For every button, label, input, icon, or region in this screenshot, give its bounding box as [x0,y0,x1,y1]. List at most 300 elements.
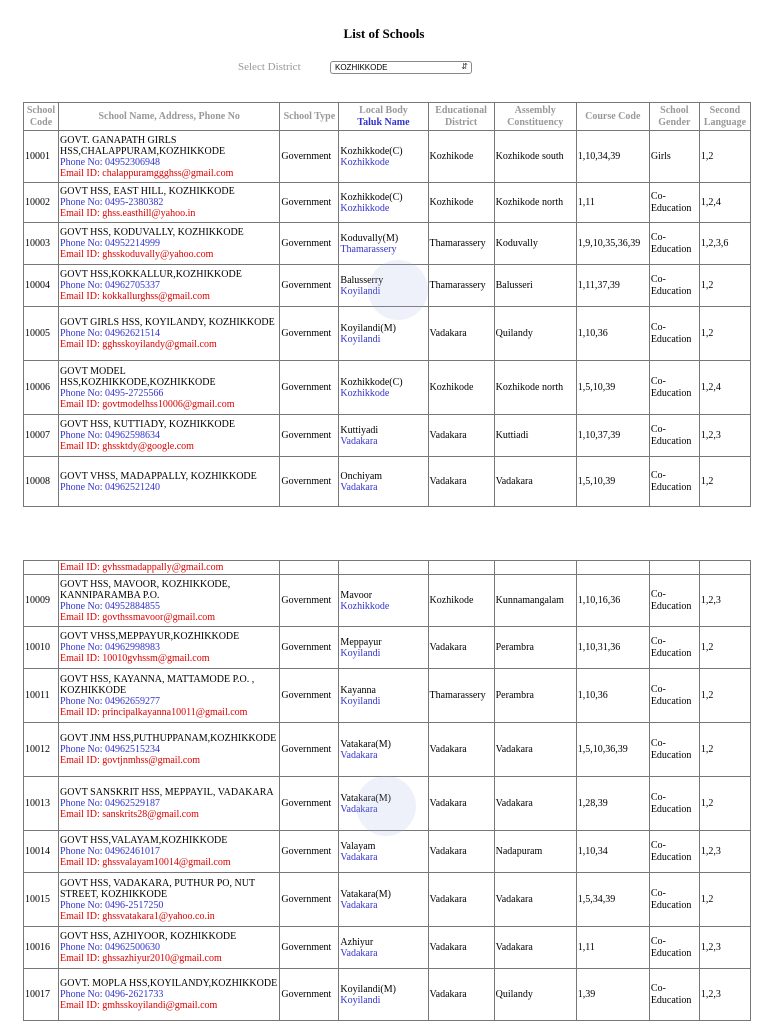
school-phone: Phone No: 04962461017 [60,846,161,857]
gender: Co-Education [650,321,692,345]
course-code-cell [576,575,649,627]
school-phone: Phone No: 0496-2621733 [60,989,164,1000]
second-language-cell [699,723,750,777]
school-type: Government [281,941,332,953]
school-code-cell [24,723,59,777]
second-language: 1,2 [700,150,714,162]
school-code-cell [24,575,59,627]
edu-district-cell [428,183,494,223]
school-type: Government [281,641,332,653]
empty-cell [339,561,428,575]
table-row [24,183,751,223]
second-language: 1,2 [700,743,714,755]
school-phone: Phone No: 04962529187 [60,798,161,809]
school-email: Email ID: sanskrits28@gmail.com [60,809,199,820]
edu-district-cell [428,457,494,507]
school-type: Government [281,429,332,441]
gender: Co-Education [650,737,692,761]
school-name-cell [59,131,280,183]
gender-cell [649,265,699,307]
gender: Co-Education [650,423,692,447]
select-district-label: Select District [238,61,301,73]
school-email: Email ID: gvhssmadappally@gmail.com [60,561,224,573]
school-phone: Phone No: 0496-2517250 [60,899,164,911]
table-row [24,723,751,777]
school-code: 10002 [25,196,50,208]
assembly-cell [494,265,576,307]
course-code: 1,5,10,36,39 [577,743,628,755]
course-code-cell [576,223,649,265]
school-code: 10010 [25,641,50,653]
taluk-name: Koyilandi [340,994,381,1006]
school-code-cell [24,927,59,969]
gender-cell [649,927,699,969]
school-email: Email ID: gmhsskoyilandi@gmail.com [60,1000,218,1011]
second-language: 1,2 [700,279,714,291]
local-body: Kayanna [340,684,376,696]
assembly-cell [494,415,576,457]
taluk-name: Vadakara [340,803,378,815]
school-code: 10011 [25,689,50,701]
assembly-cell [494,183,576,223]
local-body-cell [339,361,428,415]
gender-cell [649,627,699,669]
gender-cell [649,969,699,1021]
local-body-cell [339,627,428,669]
course-code: 1,10,34 [577,845,608,857]
school-code-cell [24,131,59,183]
school-type: Government [281,743,332,755]
taluk-name: Kozhikkode [340,600,390,612]
local-body: Azhiyur [340,936,374,948]
school-code: 10012 [25,743,50,755]
table-row [24,969,751,1021]
local-body: Kuttiyadi [340,424,379,436]
taluk-name: Vadakara [340,851,378,863]
school-phone: Phone No: 04962621514 [60,328,161,339]
school-email: Email ID: ghssktdy@google.com [60,441,194,452]
local-body: Koyilandi(M) [340,983,396,995]
school-type-cell [280,307,339,361]
school-name: GOVT. MOPLA HSS,KOYILANDY,KOZHIKKODE [60,978,278,989]
taluk-name: Koyilandi [340,333,381,345]
school-email: Email ID: ghsskoduvally@yahoo.com [60,249,214,260]
school-email: Email ID: govthssmavoor@gmail.com [60,611,216,623]
school-type: Government [281,279,332,291]
local-body-cell [339,831,428,873]
table-row [24,873,751,927]
second-language-cell [699,457,750,507]
second-language-cell [699,415,750,457]
assembly-cell [494,223,576,265]
course-code-cell [576,873,649,927]
assembly-cell [494,831,576,873]
header-local-body [339,103,428,131]
local-body-cell [339,723,428,777]
taluk-name: Kozhikkode [340,202,390,214]
edu-district: Vadakara [429,893,467,905]
assembly: Vadakara [495,941,533,953]
course-code-cell [576,183,649,223]
assembly-cell [494,777,576,831]
edu-district: Vadakara [429,641,467,653]
school-type-cell [280,415,339,457]
school-name: GOVT HSS, KAYANNA, MATTAMODE P.O. , KOZHIKKODE [60,673,255,696]
edu-district: Kozhikode [429,150,474,162]
course-code-cell [576,131,649,183]
assembly: Vadakara [495,475,533,487]
gender-cell [649,415,699,457]
school-name: GOVT HSS, MAVOOR, KOZHIKKODE, KANNIPARAMBA P.O. [60,578,231,601]
header-second-language: Second Language [699,103,750,131]
school-code: 10004 [25,279,50,291]
second-language-cell [699,777,750,831]
school-phone: Phone No: 04952884855 [60,600,161,612]
second-language-cell [699,223,750,265]
school-phone: Phone No: 0495-2380382 [60,197,164,208]
school-email: Email ID: ghssvalayam10014@gmail.com [60,857,231,868]
school-email: Email ID: 10010gvhssm@gmail.com [60,653,210,664]
course-code-cell [576,669,649,723]
taluk-name: Koyilandi [340,285,381,297]
empty-cell [649,561,699,575]
course-code-cell [576,307,649,361]
assembly: Quilandy [495,988,533,1000]
school-name-cell [59,927,280,969]
edu-district-cell [428,831,494,873]
school-email-cell [59,561,280,575]
table-row [24,131,751,183]
edu-district-cell [428,575,494,627]
school-code: 10009 [25,594,50,606]
school-type: Government [281,689,332,701]
district-select[interactable] [330,61,472,74]
assembly-cell [494,873,576,927]
school-email: Email ID: ghssazhiyur2010@gmail.com [60,953,222,964]
course-code: 1,11 [577,196,595,208]
gender-cell [649,873,699,927]
school-name-cell [59,831,280,873]
school-code-cell [24,669,59,723]
gender: Co-Education [650,982,692,1006]
assembly-cell [494,361,576,415]
course-code: 1,10,36 [577,327,608,339]
school-type-cell [280,777,339,831]
empty-cell [576,561,649,575]
course-code: 1,9,10,35,36,39 [577,237,641,249]
course-code: 1,5,10,39 [577,381,616,393]
school-type-cell [280,669,339,723]
watermark-logo [368,260,428,320]
school-name-cell [59,669,280,723]
taluk-name: Koyilandi [340,695,381,707]
assembly-cell [494,131,576,183]
second-language-cell [699,183,750,223]
local-body: Kozhikkode(C) [340,376,403,388]
gender-cell [649,777,699,831]
school-type-cell [280,265,339,307]
course-code: 1,10,31,36 [577,641,621,653]
gender: Girls [650,150,671,162]
local-body-cell [339,873,428,927]
district-select-value: KOZHIKKODE [335,63,388,72]
table-row [24,627,751,669]
school-type-cell [280,873,339,927]
school-code: 10016 [25,941,50,953]
edu-district: Kozhikode [429,594,474,606]
school-phone: Phone No: 04962659277 [60,695,161,707]
edu-district-cell [428,307,494,361]
gender: Co-Education [650,231,692,255]
edu-district-cell [428,669,494,723]
school-type: Government [281,196,332,208]
header-gender: School Gender [649,103,699,131]
edu-district-cell [428,265,494,307]
edu-district: Vadakara [429,327,467,339]
second-language: 1,2,3,6 [700,237,729,249]
school-code-cell [24,183,59,223]
school-email: Email ID: chalappuramggghss@gmail.com [60,167,234,179]
course-code: 1,10,36 [577,689,608,701]
local-body-cell [339,415,428,457]
taluk-name: Kozhikkode [340,156,390,168]
school-phone: Phone No: 04962998983 [60,642,161,653]
school-phone: Phone No: 04952214999 [60,238,161,249]
assembly-cell [494,969,576,1021]
school-name: GOVT HSS, KODUVALLY, KOZHIKKODE [60,227,244,238]
assembly: Quilandy [495,327,533,339]
second-language-cell [699,873,750,927]
edu-district: Vadakara [429,475,467,487]
assembly: Nadapuram [495,845,543,857]
assembly: Kozhikode north [495,381,564,393]
school-name: GOVT. GANAPATH GIRLS HSS,CHALAPPURAM,KOZHIKKODE [60,134,226,157]
course-code: 1,28,39 [577,797,608,809]
second-language-cell [699,669,750,723]
school-phone: Phone No: 04952306948 [60,156,161,168]
school-code-cell [24,457,59,507]
second-language: 1,2 [700,893,714,905]
empty-cell [494,561,576,575]
assembly-cell [494,927,576,969]
second-language: 1,2 [700,475,714,487]
gender: Co-Education [650,273,692,297]
school-code: 10007 [25,429,50,441]
local-body-cell [339,575,428,627]
school-name-cell [59,223,280,265]
school-name-cell [59,575,280,627]
page-title: List of Schools [343,26,425,41]
course-code-cell [576,627,649,669]
header-assembly: Assembly Constituency [494,103,576,131]
edu-district: Vadakara [429,797,467,809]
edu-district: Vadakara [429,988,467,1000]
school-code: 10014 [25,845,50,857]
school-type-cell [280,361,339,415]
gender-cell [649,575,699,627]
school-type: Government [281,594,332,606]
gender: Co-Education [650,588,692,612]
school-type: Government [281,797,332,809]
edu-district-cell [428,131,494,183]
school-name: GOVT HSS, EAST HILL, KOZHIKKODE [60,186,235,197]
gender-cell [649,183,699,223]
school-email: Email ID: gghsskoyilandy@gmail.com [60,339,217,350]
school-phone: Phone No: 04962515234 [60,744,161,755]
taluk-name: Vadakara [340,749,378,761]
school-email: Email ID: govtmodelhss10006@gmail.com [60,398,235,410]
edu-district-cell [428,873,494,927]
school-code: 10001 [25,150,50,162]
gender: Co-Education [650,683,692,707]
school-name-cell [59,723,280,777]
second-language-cell [699,265,750,307]
edu-district: Vadakara [429,941,467,953]
school-type-cell [280,723,339,777]
school-name-cell [59,307,280,361]
taluk-name: Vadakara [340,947,378,959]
header-school-type: School Type [280,103,339,131]
school-name-cell [59,361,280,415]
school-name: GOVT VHSS, MADAPPALLY, KOZHIKKODE [60,470,257,482]
local-body-cell [339,457,428,507]
school-code-cell [24,831,59,873]
school-name: GOVT HSS,VALAYAM,KOZHIKKODE [60,835,228,846]
school-type: Government [281,893,332,905]
school-name-cell [59,969,280,1021]
school-phone: Phone No: 04962705337 [60,280,161,291]
school-phone: Phone No: 04962598634 [60,430,161,441]
edu-district: Thamarassery [429,279,486,291]
local-body: Onchiyam [340,470,383,482]
edu-district-cell [428,777,494,831]
second-language-cell [699,361,750,415]
course-code: 1,39 [577,988,596,1000]
school-name-cell [59,457,280,507]
school-code-cell [24,265,59,307]
local-body: Valayam [340,840,376,852]
school-code-cell [24,415,59,457]
table-row [24,669,751,723]
second-language-cell [699,969,750,1021]
gender-cell [649,457,699,507]
school-name: GOVT VHSS,MEPPAYUR,KOZHIKKODE [60,631,240,642]
edu-district: Vadakara [429,429,467,441]
school-name: GOVT SANSKRIT HSS, MEPPAYIL, VADAKARA [60,787,274,798]
gender: Co-Education [650,190,692,214]
school-type-cell [280,575,339,627]
school-name: GOVT JNM HSS,PUTHUPPANAM,KOZHIKKODE [60,733,277,744]
assembly: Perambra [495,689,534,701]
school-code: 10006 [25,381,50,393]
second-language: 1,2 [700,797,714,809]
assembly-cell [494,627,576,669]
second-language-cell [699,627,750,669]
gender: Co-Education [650,935,692,959]
school-email: Email ID: govtjnmhss@gmail.com [60,755,201,766]
gender-cell [649,223,699,265]
school-type-cell [280,927,339,969]
gender: Co-Education [650,375,692,399]
local-body: Kozhikkode(C) [340,145,403,157]
empty-cell [699,561,750,575]
second-language: 1,2,3 [700,845,721,857]
local-body-cell [339,223,428,265]
header-taluk-label: Taluk Name [357,116,410,128]
second-language: 1,2,3 [700,594,721,606]
course-code-cell [576,265,649,307]
school-type-cell [280,131,339,183]
school-type-cell [280,969,339,1021]
school-email: Email ID: ghssvatakara1@yahoo.co.in [60,910,215,922]
table-row [24,361,751,415]
school-type: Government [281,475,332,487]
school-code: 10013 [25,797,50,809]
school-type: Government [281,988,332,1000]
assembly-cell [494,457,576,507]
table-row [24,223,751,265]
assembly: Kozhikode south [495,150,564,162]
edu-district: Kozhikode [429,196,474,208]
gender: Co-Education [650,469,692,493]
second-language: 1,2,4 [700,196,721,208]
school-type-cell [280,223,339,265]
table-row [24,415,751,457]
edu-district-cell [428,627,494,669]
second-language-cell [699,927,750,969]
table-row [24,575,751,627]
edu-district: Kozhikode [429,381,474,393]
local-body: Balusserry [340,274,384,286]
assembly: Vadakara [495,743,533,755]
edu-district-cell [428,927,494,969]
school-type: Government [281,150,332,162]
school-name-cell [59,873,280,927]
school-type: Government [281,845,332,857]
school-name-cell [59,183,280,223]
school-code: 10015 [25,893,50,905]
local-body: Koduvally(M) [340,232,399,244]
course-code: 1,10,34,39 [577,150,621,162]
course-code-cell [576,969,649,1021]
assembly: Kuttiadi [495,429,529,441]
second-language-cell [699,575,750,627]
gender: Co-Education [650,887,692,911]
taluk-name: Vadakara [340,481,378,493]
school-type-cell [280,831,339,873]
school-name-cell [59,777,280,831]
school-type-cell [280,627,339,669]
assembly: Kunnamangalam [495,594,564,606]
school-name: GOVT HSS, AZHIYOOR, KOZHIKKODE [60,931,237,942]
school-email: Email ID: kokkallurghss@gmail.com [60,291,210,302]
second-language-cell [699,131,750,183]
empty-cell [428,561,494,575]
school-code-cell [24,969,59,1021]
school-code-cell [24,777,59,831]
local-body-cell [339,969,428,1021]
course-code-cell [576,831,649,873]
school-name: GOVT HSS, KUTTIADY, KOZHIKKODE [60,419,235,430]
assembly: Kozhikode north [495,196,564,208]
course-code: 1,10,16,36 [577,594,621,606]
course-code-cell [576,457,649,507]
course-code-cell [576,723,649,777]
school-code: 10005 [25,327,50,339]
second-language-cell [699,831,750,873]
school-phone: Phone No: 04962521240 [60,481,161,493]
school-type: Government [281,381,332,393]
